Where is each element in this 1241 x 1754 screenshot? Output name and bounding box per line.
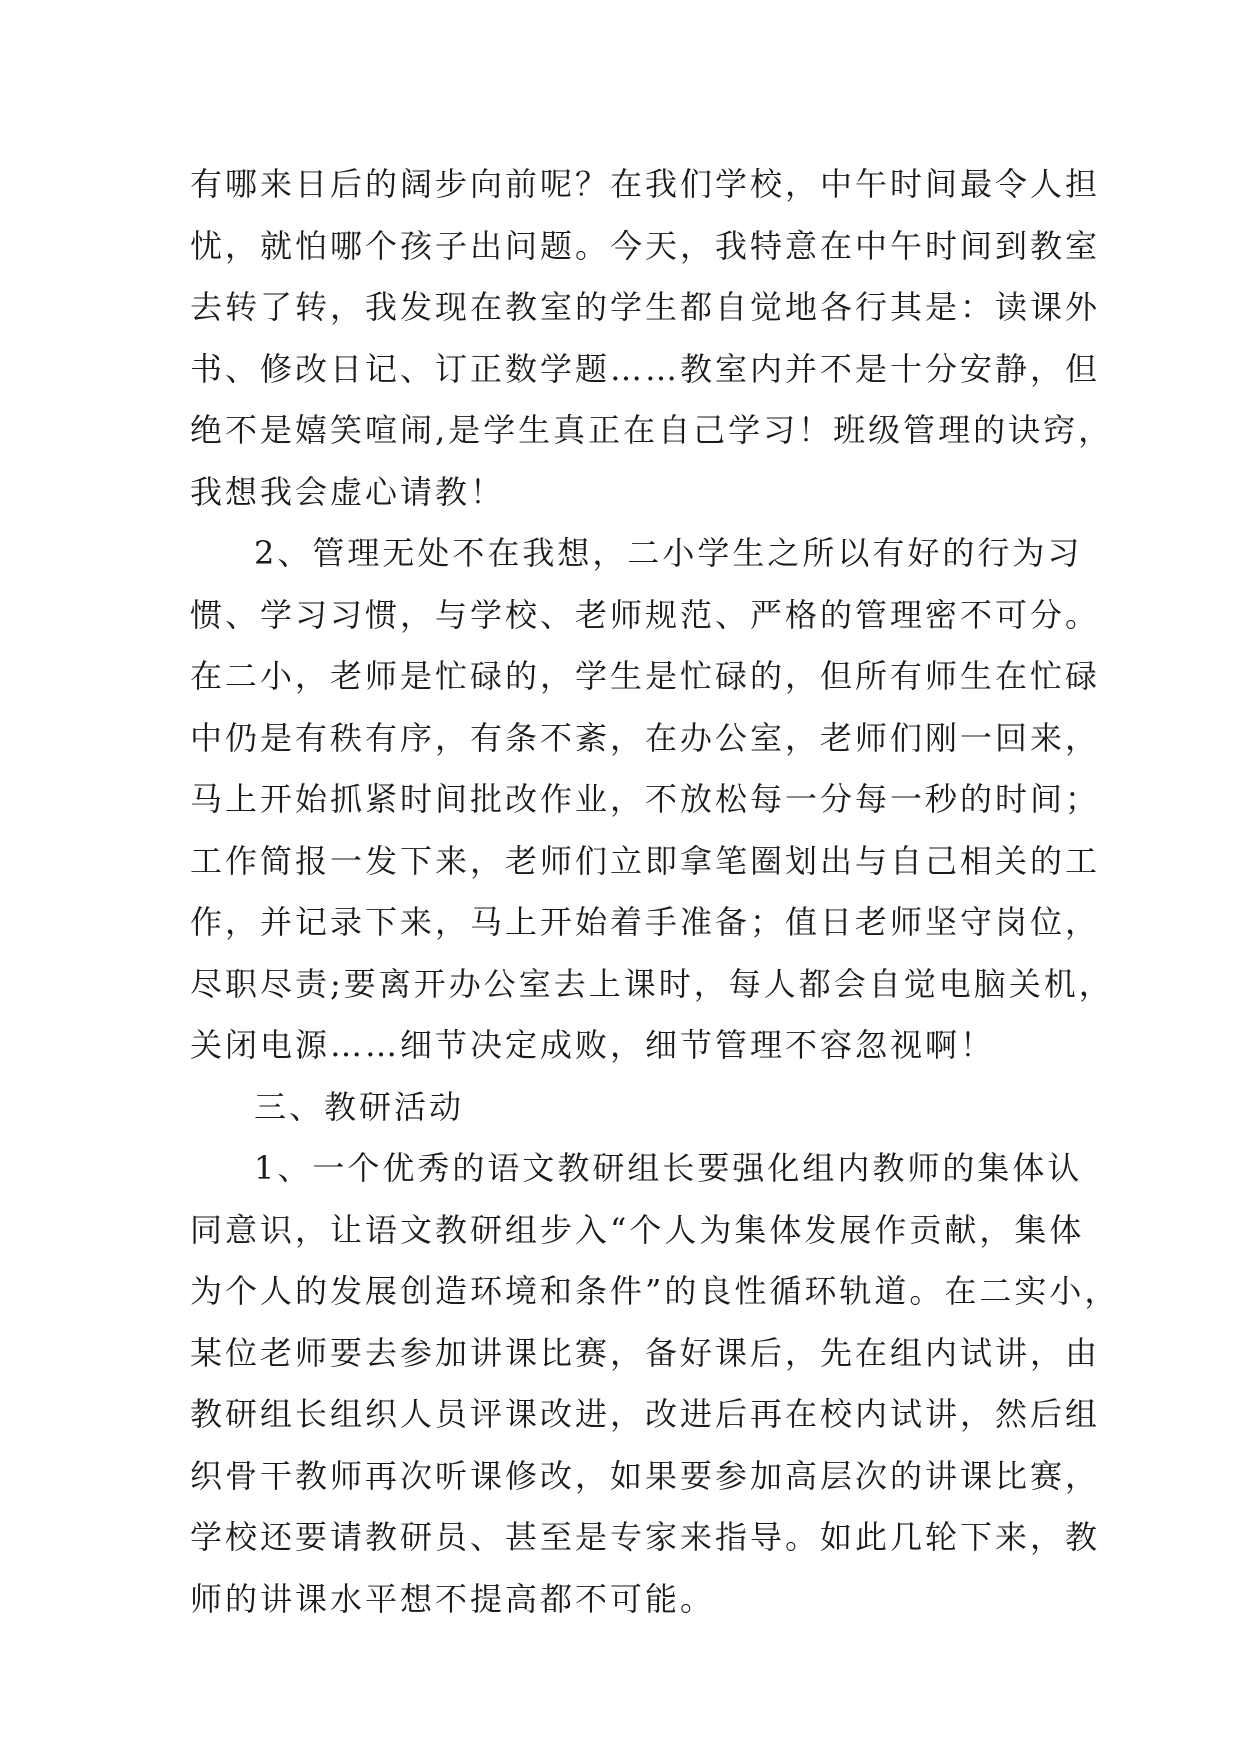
text-line: 有哪来日后的阔步向前呢？在我们学校，中午时间最令人担 xyxy=(190,165,1101,203)
text-line: 忧，就怕哪个孩子出问题。今天，我特意在中午时间到教室 xyxy=(190,226,1101,265)
text-line: 三、教研活动 xyxy=(254,1087,465,1126)
text-line: 惯、学习习惯，与学校、老师规范、严格的管理密不可分。 xyxy=(190,595,1101,634)
text-line: 去转了转，我发现在教室的学生都自觉地各行其是：读课外 xyxy=(190,288,1101,326)
text-line: 同意识，让语文教研组步入“个人为集体发展作贡献，集体 xyxy=(190,1210,1085,1249)
text-line: 工作简报一发下来，老师们立即拿笔圈划出与自己相关的工 xyxy=(190,841,1101,880)
text-line: 马上开始抓紧时间批改作业，不放松每一分每一秒的时间； xyxy=(190,780,1101,818)
text-line: 学校还要请教研员、甚至是专家来指导。如此几轮下来，教 xyxy=(190,1518,1101,1556)
text-line: 为个人的发展创造环境和条件”的良性循环轨道。在二实小， xyxy=(190,1272,1120,1310)
text-line: 中仍是有秩有序，有条不紊，在办公室，老师们刚一回来， xyxy=(190,718,1101,757)
text-line: 我想我会虚心请教！ xyxy=(190,472,506,511)
text-line: 织骨干教师再次听课修改，如果要参加高层次的讲课比赛， xyxy=(190,1456,1101,1495)
text-line: 1、一个优秀的语文教研组长要强化组内教师的集体认 xyxy=(254,1149,1083,1187)
text-line: 关闭电源……细节决定成败，细节管理不容忽视啊！ xyxy=(190,1026,996,1064)
text-line: 某位老师要去参加讲课比赛，备好课后，先在组内试讲，由 xyxy=(190,1333,1101,1372)
text-line: 2、管理无处不在我想，二小学生之所以有好的行为习 xyxy=(254,534,1083,572)
text-line: 教研组长组织人员评课改进，改进后再在校内试讲，然后组 xyxy=(190,1395,1101,1433)
text-line: 绝不是嬉笑喧闹,是学生真正在自己学习！班级管理的诀窍， xyxy=(190,411,1114,449)
text-line: 师的讲课水平想不提高都不可能。 xyxy=(190,1579,716,1618)
document-body xyxy=(190,154,1120,1630)
text-line: 作，并记录下来，马上开始着手准备；值日老师坚守岗位， xyxy=(190,903,1101,941)
text-line: 尽职尽责;要离开办公室去上课时，每人都会自觉电脑关机， xyxy=(190,964,1114,1003)
text-line: 在二小，老师是忙碌的，学生是忙碌的，但所有师生在忙碌 xyxy=(190,657,1101,695)
text-line: 书、修改日记、订正数学题……教室内并不是十分安静，但 xyxy=(190,349,1101,388)
